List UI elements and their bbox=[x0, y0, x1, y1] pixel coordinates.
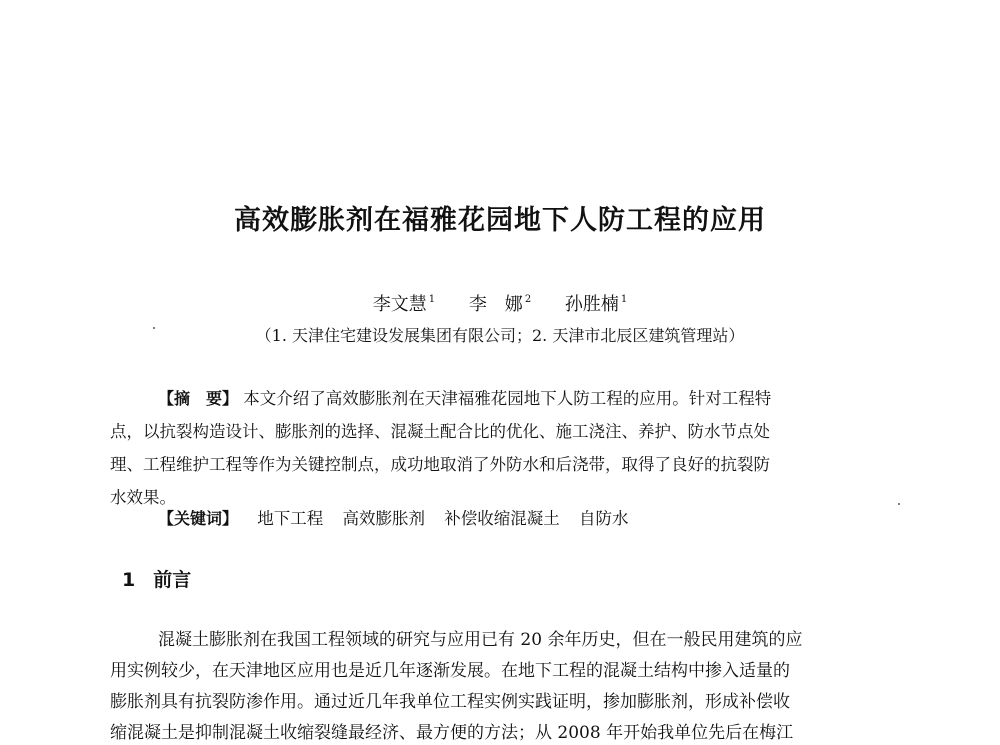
body-line: 膨胀剂具有抗裂防渗作用。通过近几年我单位工程实例实践证明，掺加膨胀剂，形成补偿收 bbox=[110, 692, 790, 712]
affiliation-line: （1. 天津住宅建设发展集团有限公司；2. 天津市北辰区建筑管理站） bbox=[255, 326, 745, 345]
author-1 bbox=[373, 290, 435, 316]
abstract-line bbox=[110, 382, 900, 415]
section-heading bbox=[122, 565, 191, 592]
keyword-item: 自防水 bbox=[579, 509, 629, 528]
abstract-label: 【摘 要】 bbox=[158, 389, 239, 408]
section-title: 前言 bbox=[153, 569, 192, 591]
author-affiliation-mark: 2 bbox=[524, 294, 532, 305]
abstract-text: 本文介绍了高效膨胀剂在天津福雅花园地下人防工程的应用。针对工程特 bbox=[243, 389, 772, 408]
author-name: 李文慧 bbox=[372, 294, 427, 315]
abstract-line: 点，以抗裂构造设计、膨胀剂的选择、混凝土配合比的优化、施工浇注、养护、防水节点处 bbox=[110, 422, 770, 441]
author-name: 孙胜楠 bbox=[564, 294, 619, 315]
author-name: 李 娜 bbox=[468, 294, 523, 315]
author-2 bbox=[469, 290, 531, 316]
body-line: 缩混凝土是抑制混凝土收缩裂缝最经济、最方便的方法；从 2008 年开始我单位先后在梅江 bbox=[110, 723, 794, 743]
scan-speck bbox=[898, 503, 900, 505]
abstract-block bbox=[110, 382, 900, 514]
author-affiliation-mark: 1 bbox=[620, 294, 628, 305]
author-3 bbox=[565, 290, 627, 316]
keywords-label: 【关键词】 bbox=[158, 509, 239, 528]
author-list bbox=[0, 290, 1000, 316]
body-line: 用实例较少，在天津地区应用也是近几年逐渐发展。在地下工程的混凝土结构中掺入适量的 bbox=[110, 661, 790, 681]
keywords-line bbox=[158, 505, 629, 529]
body-paragraph bbox=[110, 625, 900, 745]
keyword-item: 高效膨胀剂 bbox=[342, 509, 426, 528]
author-affiliation-mark: 1 bbox=[428, 294, 436, 305]
section-number: 1 bbox=[122, 569, 136, 591]
paper-title: 高效膨胀剂在福雅花园地下人防工程的应用 bbox=[234, 205, 766, 236]
keyword-item: 地下工程 bbox=[257, 509, 324, 528]
keyword-item: 补偿收缩混凝土 bbox=[444, 509, 560, 528]
abstract-line: 理、工程维护工程等作为关键控制点，成功地取消了外防水和后浇带，取得了良好的抗裂防 bbox=[110, 455, 770, 474]
abstract-line: 水效果。 bbox=[110, 488, 176, 507]
scan-speck bbox=[153, 327, 155, 329]
body-line: 混凝土膨胀剂在我国工程领域的研究与应用已有 20 余年历史，但在一般民用建筑的应 bbox=[158, 630, 803, 650]
